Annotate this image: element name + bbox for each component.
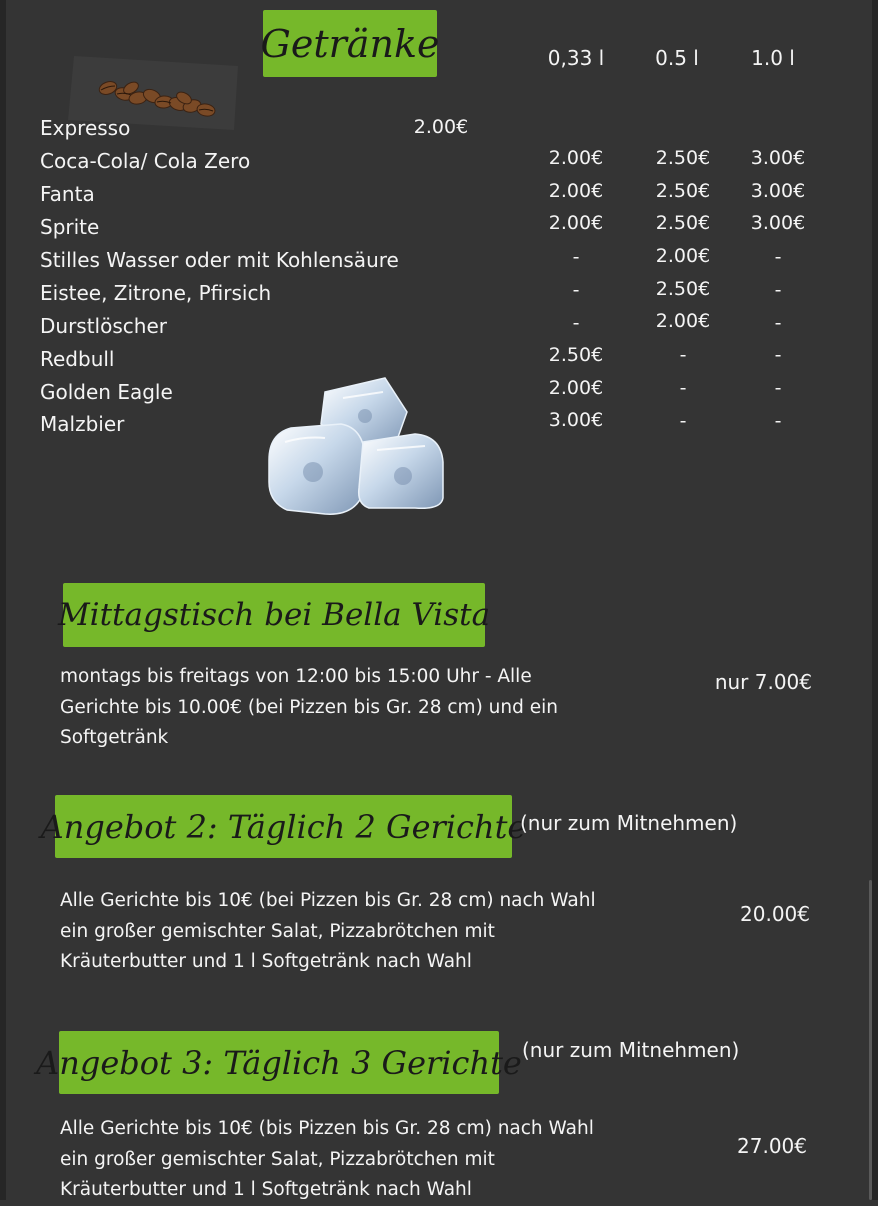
drinks-title: Getränke: [260, 21, 440, 66]
drink-name: Coca-Cola/ Cola Zero: [40, 149, 251, 173]
drink-price: 2.00€: [548, 212, 604, 234]
drink-price: -: [774, 377, 782, 399]
drink-price: -: [572, 246, 580, 268]
drink-name: Durstlöscher: [40, 314, 167, 338]
ice-cubes-image: [265, 372, 450, 517]
drink-name: Fanta: [40, 182, 95, 206]
offer3-title: Angebot 3: Täglich 3 Gerichte: [36, 1043, 522, 1082]
offer2-note: (nur zum Mitnehmen): [520, 811, 738, 835]
drink-price: 2.50€: [655, 180, 711, 202]
drink-price: 2.50€: [655, 147, 711, 169]
drink-price: 2.00€: [548, 147, 604, 169]
offer3-title-banner: [36, 1031, 522, 1094]
lunch-line: Gerichte bis 10.00€ (bei Pizzen bis Gr. 28 cm) und ein: [60, 696, 558, 718]
drink-name: Malzbier: [40, 412, 125, 436]
offer3-price: 27.00€: [737, 1134, 807, 1158]
drink-price: -: [774, 410, 782, 432]
lunch-line: Softgetränk: [60, 727, 169, 748]
drink-name: Redbull: [40, 347, 115, 371]
drink-price: 2.50€: [655, 212, 711, 234]
drink-price: -: [774, 344, 782, 366]
drink-price: 2.50€: [548, 344, 604, 366]
drink-price: 2.00€: [548, 377, 604, 399]
offer3-line: Kräuterbutter und 1 l Softgetränk nach Wahl: [60, 1179, 472, 1200]
drink-price: 3.00€: [750, 212, 806, 234]
drink-price: -: [679, 344, 687, 366]
offer2-description: [60, 886, 660, 978]
drink-name: Sprite: [40, 215, 100, 239]
drink-price: 2.50€: [655, 278, 711, 300]
scrollbar[interactable]: [869, 880, 872, 1200]
drink-price: 2.00€: [655, 310, 711, 332]
drink-name: Stilles Wasser oder mit Kohlensäure: [40, 248, 399, 272]
size-header-033: 0,33 l: [547, 46, 605, 70]
lunch-description: [60, 662, 620, 754]
drink-name: Eistee, Zitrone, Pfirsich: [40, 281, 272, 305]
offer3-line: ein großer gemischter Salat, Pizzabrötchen mit: [60, 1148, 495, 1170]
size-header-10: 1.0 l: [751, 46, 795, 70]
offer2-title-banner: [40, 795, 527, 858]
drink-name: Golden Eagle: [40, 380, 173, 404]
drink-price: 3.00€: [750, 180, 806, 202]
drink-price: 3.00€: [548, 409, 604, 431]
drink-price-espresso: 2.00€: [413, 116, 469, 138]
lunch-title: Mittagstisch bei Bella Vista: [57, 597, 491, 633]
offer2-line: Kräuterbutter und 1 l Softgetränk nach Wahl: [60, 951, 472, 972]
offer3-note: (nur zum Mitnehmen): [522, 1038, 740, 1062]
drink-price: 2.00€: [655, 245, 711, 267]
drink-price: -: [679, 377, 687, 399]
size-header-05: 0.5 l: [655, 46, 699, 70]
offer2-line: Alle Gerichte bis 10€ (bei Pizzen bis Gr. 28 cm) nach Wahl: [60, 890, 596, 911]
lunch-price: nur 7.00€: [714, 670, 812, 694]
drink-price: 2.00€: [548, 180, 604, 202]
offer2-line: ein großer gemischter Salat, Pizzabrötchen mit: [60, 920, 495, 942]
lunch-line: montags bis freitags von 12:00 bis 15:00 Uhr - Alle: [60, 666, 532, 687]
drink-price: -: [774, 312, 782, 334]
drinks-title-banner: [260, 10, 440, 77]
offer3-description: [60, 1114, 660, 1206]
drink-price: -: [679, 410, 687, 432]
lunch-title-banner: [57, 583, 491, 647]
drink-price: -: [572, 312, 580, 334]
offer2-title: Angebot 2: Täglich 2 Gerichte: [40, 807, 527, 846]
drink-price: -: [774, 279, 782, 301]
drink-name-espresso: Expresso: [40, 116, 131, 140]
offer3-line: Alle Gerichte bis 10€ (bis Pizzen bis Gr. 28 cm) nach Wahl: [60, 1118, 594, 1139]
drink-price: -: [774, 246, 782, 268]
drink-price: -: [572, 279, 580, 301]
offer2-price: 20.00€: [740, 902, 810, 926]
drink-price: 3.00€: [750, 147, 806, 169]
